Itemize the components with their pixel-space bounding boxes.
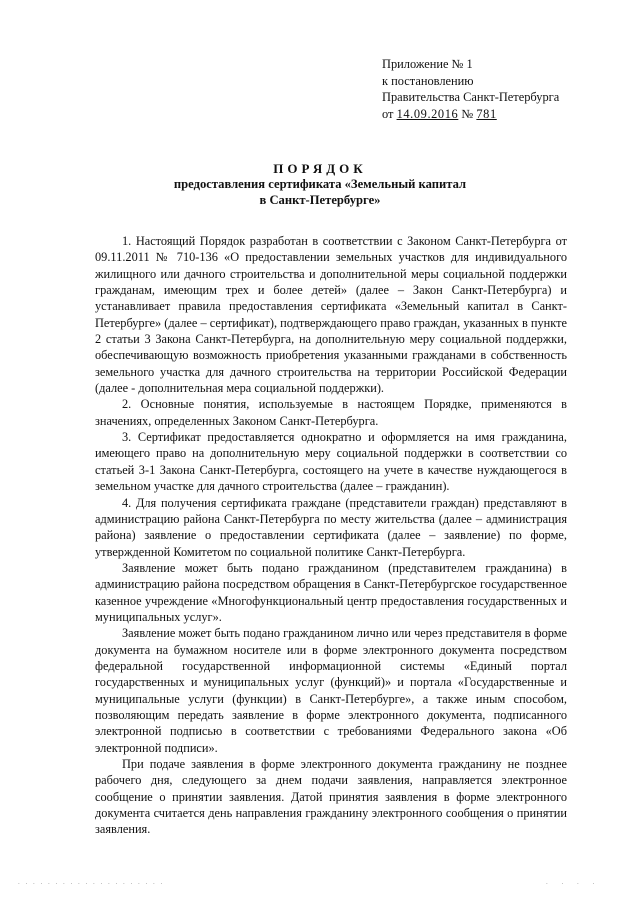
paragraph-6: Заявление может быть подано гражданином лично или через представителя в форме документа на бумажном носителе или в форме электронного документа посредством федеральной государственной информационной системы «Единый портал государственных и муниципальных услуг (функций)» и портала «Государственные и муниципальные услуги (функции) в Санкт-Петербурге», а также иным способом, позволяющим передать заявление в форме электронного документа, подписанного электронной подписью в соответствии с требованиями Федерального закона «Об электронной подписи». [95,626,568,755]
annex-line-4 [382,106,559,123]
decree-date: 14.09.2016 [396,106,459,121]
paragraph-1: 1. Настоящий Порядок разработан в соответствии с Законом Санкт-Петербурга от 09.11.2011 № 710-136 «О предоставлении земельных участков для индивидуального жилищного или дачного строительства и дополнительной меры социальной поддержки гражданам, имеющим трех и более детей» (далее – Закон Санкт-Петербурга) и устанавливает правила предоставления сертификата «Земельный капитал в Санкт-Петербурге» (далее – сертификат), подтверждающего право граждан, указанных в пункте 2 статьи 3 Закона Санкт-Петербурга, на дополнительную меру социальной поддержки, обеспечивающую возможность приобретения указанными гражданами в собственность земельного участка для дачного строительства на территории Российской Федерации (далее - дополнительная мера социальной поддержки). [95,234,567,396]
doc-subtitle-1: предоставления сертификата «Земельный капитал [173,177,467,191]
doc-subtitle-2: в Санкт-Петербурге» [259,193,381,207]
annex-header [382,56,559,122]
paragraph-2: 2. Основные понятия, используемые в настоящем Порядке, применяются в значениях, определенных Законом Санкт-Петербурга. [95,397,567,428]
number-sign: № [461,106,474,121]
doc-title: ПОРЯДОК [273,161,367,176]
annex-line-1: Приложение № 1 [382,57,473,71]
footer-marks-right: . . . . [546,878,601,886]
annex-line-2: к постановлению [382,73,474,88]
date-prefix: от [382,106,394,121]
paragraph-3: 3. Сертификат предоставляется однократно и оформляется на имя гражданина, имеющего право на дополнительную меру социальной поддержки в соответствии со статьей 3-1 Закона Санкт-Петербурга, состоящего на учете в качестве нуждающегося в земельном участке для дачного строительства (далее – гражданин). [95,430,567,494]
paragraph-4: 4. Для получения сертификата граждане (представители граждан) представляют в администрацию района Санкт-Петербурга по месту жительства (далее – администрация района) заявление о предоставлении сертификата (далее – заявление) по форме, утвержденной Комитетом по социальной политике Санкт-Петербурга. [95,495,567,559]
footer-marks: . . . . . . . . . . . . . . . . . . . . [18,878,165,886]
paragraph-5: Заявление может быть подано гражданином (представителем гражданина) в администрацию района посредством обращения в Санкт-Петербургское государственное казенное учреждение «Многофункциональный центр предоставления государственных и муниципальных услуг». [95,560,567,624]
annex-line-3: Правительства Санкт-Петербурга [382,90,560,104]
document-body [95,233,567,838]
paragraph-7: При подаче заявления в форме электронного документа гражданину не позднее рабочего дня, следующего за днем подачи заявления, направляется электронное сообщение о принятии заявления. Датой принятия заявления в форме электронного документа считается день направления гражданину электронного сообщения о принятии заявления. [95,757,567,837]
decree-number: 781 [476,106,497,121]
